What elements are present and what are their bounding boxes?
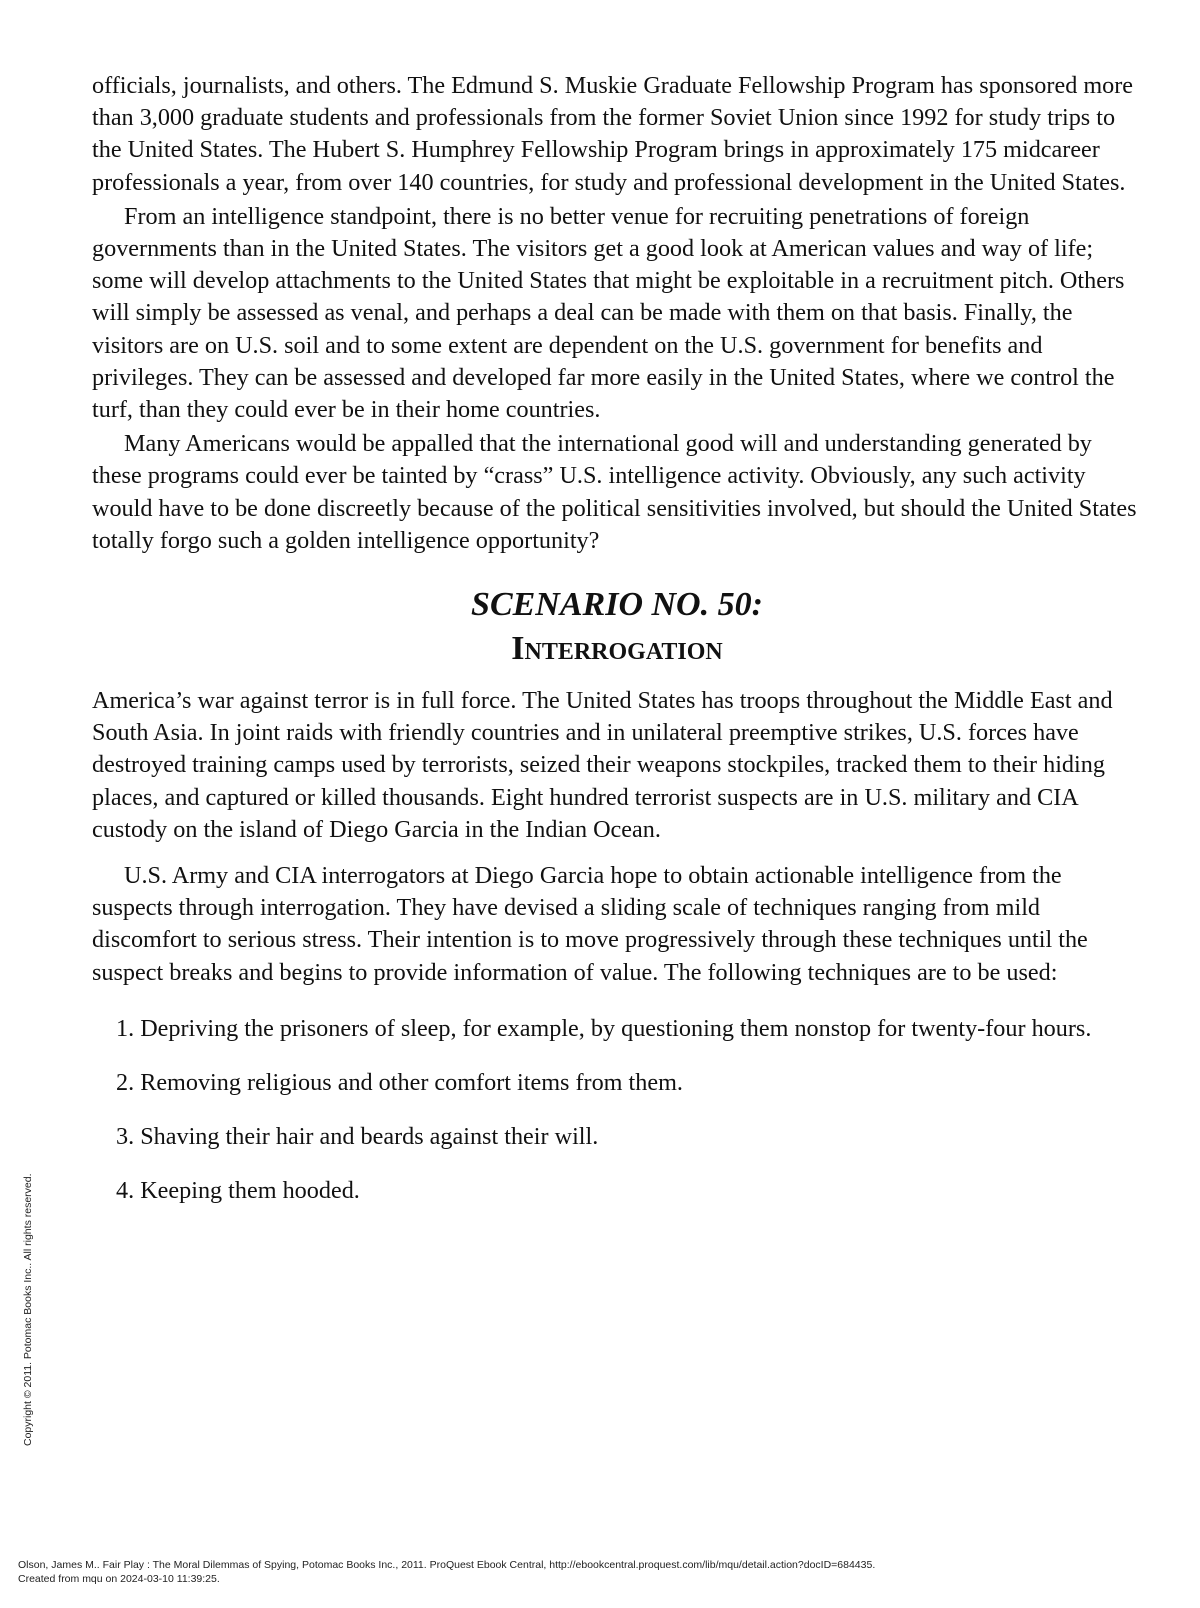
technique-item: 2. Removing religious and other comfort items from them. [116, 1069, 683, 1097]
scenario-title: SCENARIO NO. 50: [471, 586, 763, 624]
body-paragraph: Many Americans would be appalled that the international good will and understanding generated by these programs could ever be tainted by “crass” U.S. intelligence activity. Obviously, any such activity would have to be done discreetly because of the political sensitivities involved, but should the United States totally forgo such a golden intelligence opportunity? [92, 430, 1137, 554]
copyright-notice: Copyright © 2011. Potomac Books Inc.. All rights reserved. [22, 1173, 34, 1446]
page-body [92, 70, 1142, 1230]
technique-list [92, 1013, 1142, 1208]
scenario-subtitle: Interrogation [511, 630, 723, 668]
technique-item: 4. Keeping them hooded. [116, 1177, 360, 1205]
scenario-heading [92, 583, 1142, 671]
page-footer [18, 1558, 875, 1586]
scenario-paragraph: America’s war against terror is in full force. The United States has troops throughout the Middle East and South Asia. In joint raids with friendly countries and in unilateral preemptive strikes, U.S. forces have destroyed training camps used by terrorists, seized their weapons stockpiles, tracked them to their hiding places, and captured or killed thousands. Eight hundred terrorist suspects are in U.S. military and CIA custody on the island of Diego Garcia in the Indian Ocean. [92, 687, 1113, 843]
technique-item: 3. Shaving their hair and beards against their will. [116, 1123, 599, 1151]
body-paragraph: officials, journalists, and others. The Edmund S. Muskie Graduate Fellowship Program has sponsored more than 3,000 graduate students and professionals from the former Soviet Union since 1992 for study trips to the United States. The Hubert S. Humphrey Fellowship Program brings in approximately 175 midcareer professionals a year, from over 140 countries, for study and professional development in the United States. [92, 72, 1134, 196]
footer-citation: Olson, James M.. Fair Play : The Moral Dilemmas of Spying, Potomac Books Inc., 2011. ProQuest Ebook Central, http://ebookcentral.proquest.com/lib/mqu/detail.action?docID=684435. [18, 1559, 876, 1571]
scenario-paragraph: U.S. Army and CIA interrogators at Diego Garcia hope to obtain actionable intelligence from the suspects through interrogation. They have devised a sliding scale of techniques ranging from mild discomfort to serious stress. Their intention is to move progressively through these techniques until the suspect breaks and begins to provide information of value. The following techniques are to be used: [92, 862, 1088, 986]
footer-created: Created from mqu on 2024-03-10 11:39:25. [18, 1573, 220, 1585]
body-paragraph: From an intelligence standpoint, there is no better venue for recruiting penetrations of foreign governments than in the United States. The visitors get a good look at American values and way of life; some will develop attachments to the United States that might be exploitable in a recruitment pitch. Others will simply be assessed as venal, and perhaps a deal can be made with them on that basis. Finally, the visitors are on U.S. soil and to some extent are dependent on the U.S. government for benefits and privileges. They can be assessed and developed far more easily in the United States, where we control the turf, than they could ever be in their home countries. [92, 202, 1125, 424]
technique-item: 1. Depriving the prisoners of sleep, for example, by questioning them nonstop for twenty-four hours. [116, 1014, 1092, 1042]
